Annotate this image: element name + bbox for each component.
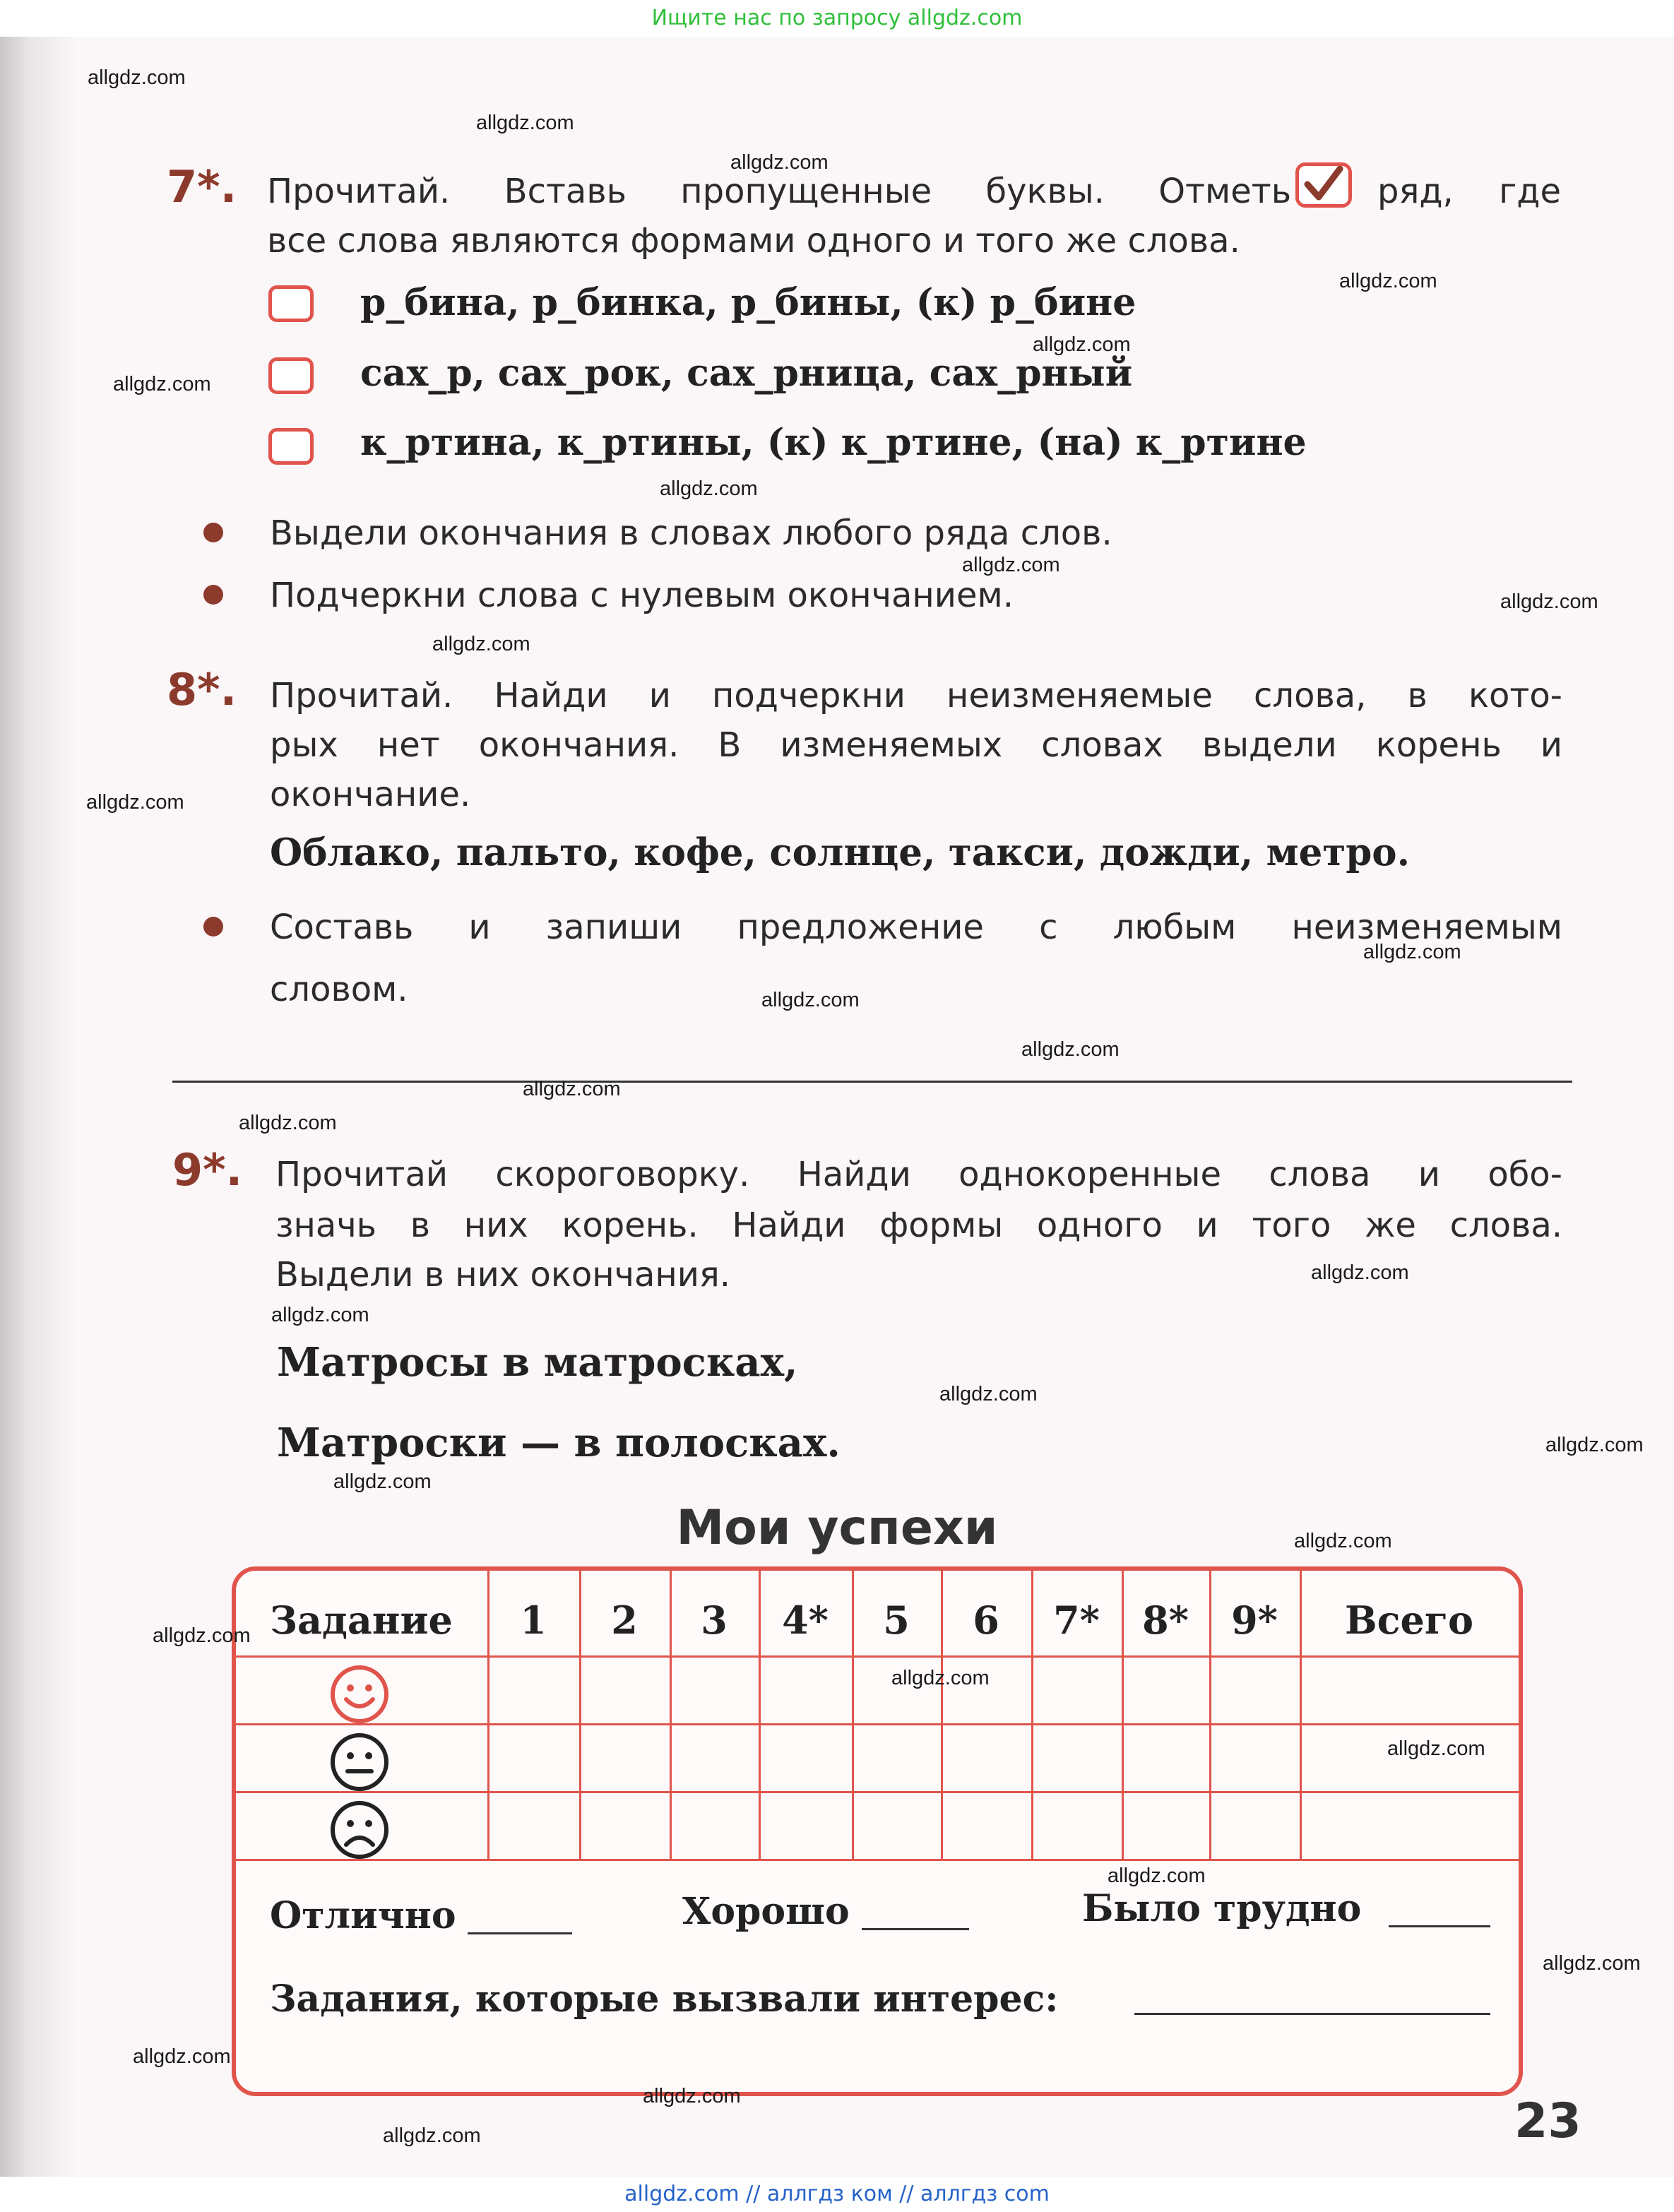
happy-face-icon [329, 1664, 390, 1725]
watermark: allgdz.com [891, 1667, 990, 1689]
header-col-2: 2 [611, 1598, 638, 1643]
task7-option-1-checkbox[interactable] [268, 285, 314, 322]
task8-words: Облако, пальто, кофе, солнце, такси, дожди, метро. [270, 831, 1411, 874]
watermark: allgdz.com [660, 477, 758, 500]
task7-option-1: р_бина, р_бинка, р_бины, (к) р_бине [360, 281, 1136, 324]
watermark: allgdz.com [643, 2085, 741, 2107]
header-col-4: 4* [782, 1598, 829, 1643]
tongue-twister-line-1: Матросы в матросках, [277, 1339, 798, 1386]
hard-line[interactable] [1389, 1925, 1490, 1927]
watermark: allgdz.com [1311, 1261, 1409, 1284]
bullet-icon [203, 585, 223, 605]
bottom-banner[interactable]: allgdz.com // аллгдз ком // аллгдз com [0, 2177, 1674, 2212]
checkmark-box [1295, 162, 1352, 208]
watermark: allgdz.com [432, 633, 530, 655]
task8-bullet-1b: словом. [270, 970, 408, 1009]
task7-instruction-1b: ряд, где [1377, 172, 1561, 211]
watermark: allgdz.com [730, 151, 829, 174]
header-task: Задание [270, 1598, 453, 1643]
sad-face-icon [329, 1800, 390, 1860]
watermark: allgdz.com [133, 2045, 231, 2068]
watermark: allgdz.com [1545, 1434, 1644, 1456]
task8-instruction-1: Прочитай. Найди и подчеркни неизменяемые слова, в кото- [270, 676, 1562, 715]
bullet-icon [203, 523, 223, 542]
header-col-7: 7* [1053, 1598, 1100, 1643]
watermark: allgdz.com [1387, 1737, 1485, 1760]
task7-number: 7*. [167, 161, 237, 213]
watermark: allgdz.com [113, 373, 211, 396]
watermark: allgdz.com [333, 1470, 432, 1493]
task9-instruction-1: Прочитай скороговорку. Найди однокоренные слова и обо- [275, 1155, 1562, 1194]
watermark: allgdz.com [1108, 1865, 1206, 1887]
task9-number: 9*. [172, 1144, 243, 1196]
watermark: allgdz.com [476, 112, 574, 134]
header-col-5: 5 [883, 1598, 910, 1643]
tongue-twister-line-2: Матроски — в полосках. [277, 1420, 841, 1466]
watermark: allgdz.com [1543, 1952, 1641, 1975]
watermark: allgdz.com [88, 66, 186, 89]
page-number: 23 [1514, 2093, 1581, 2149]
task7-instruction-2: все слова являются формами одного и того же слова. [267, 221, 1240, 261]
task8-instruction-2: рых нет окончания. В изменяемых словах выдели корень и [270, 725, 1562, 765]
watermark: allgdz.com [1363, 941, 1461, 963]
task7-option-3-checkbox[interactable] [268, 428, 314, 465]
excellent-line[interactable] [468, 1932, 572, 1934]
good-line[interactable] [862, 1928, 969, 1930]
task7-option-3: к_ртина, к_ртины, (к) к_ртине, (на) к_ртине [360, 421, 1307, 464]
task8-bullet-1a: Составь и запиши предложение с любым неизменяемым [270, 908, 1562, 947]
watermark: allgdz.com [1500, 590, 1598, 613]
bullet-icon [203, 917, 223, 936]
watermark: allgdz.com [761, 989, 860, 1011]
header-col-6: 6 [973, 1598, 999, 1643]
interest-line[interactable] [1134, 2013, 1490, 2015]
watermark: allgdz.com [239, 1112, 337, 1134]
watermark: allgdz.com [1021, 1038, 1120, 1061]
watermark: allgdz.com [86, 791, 184, 814]
watermark: allgdz.com [962, 554, 1060, 576]
answer-line[interactable] [172, 1081, 1572, 1083]
watermark: allgdz.com [1033, 333, 1131, 356]
task7-option-2-checkbox[interactable] [268, 357, 314, 394]
checkmark-icon [1299, 166, 1348, 204]
task7-instruction-1: Прочитай. Вставь пропущенные буквы. Отметь [267, 172, 1291, 211]
top-banner[interactable]: Ищите нас по запросу allgdz.com [0, 0, 1674, 37]
header-col-8: 8* [1142, 1598, 1189, 1643]
task9-instruction-2: значь в них корень. Найди формы одного и того же слова. [275, 1206, 1562, 1245]
header-col-1: 1 [520, 1598, 547, 1643]
header-total: Всего [1345, 1598, 1473, 1643]
task8-number: 8*. [167, 664, 237, 715]
watermark: allgdz.com [1339, 270, 1437, 292]
task7-bullet-1: Выдели окончания в словах любого ряда слов. [270, 513, 1112, 553]
task7-bullet-2: Подчеркни слова с нулевым окончанием. [270, 576, 1014, 615]
watermark: allgdz.com [523, 1078, 621, 1100]
interest-label: Задания, которые вызвали интерес: [270, 1978, 1059, 2021]
hard-label: Было трудно [1082, 1887, 1362, 1930]
watermark: allgdz.com [939, 1383, 1038, 1405]
header-col-9: 9* [1231, 1598, 1278, 1643]
watermark: allgdz.com [271, 1304, 369, 1326]
task7-option-2: сах_р, сах_рок, сах_рница, сах_рный [360, 352, 1133, 395]
watermark: allgdz.com [383, 2124, 481, 2147]
watermark: allgdz.com [1294, 1530, 1392, 1552]
neutral-face-icon [329, 1732, 390, 1792]
excellent-label: Отлично [270, 1894, 456, 1937]
success-title: Мои успехи [676, 1500, 998, 1556]
watermark: allgdz.com [153, 1624, 251, 1647]
task8-instruction-3: окончание. [270, 775, 471, 814]
good-label: Хорошо [682, 1890, 850, 1933]
header-col-3: 3 [701, 1598, 728, 1643]
task9-instruction-3: Выдели в них окончания. [275, 1255, 731, 1295]
